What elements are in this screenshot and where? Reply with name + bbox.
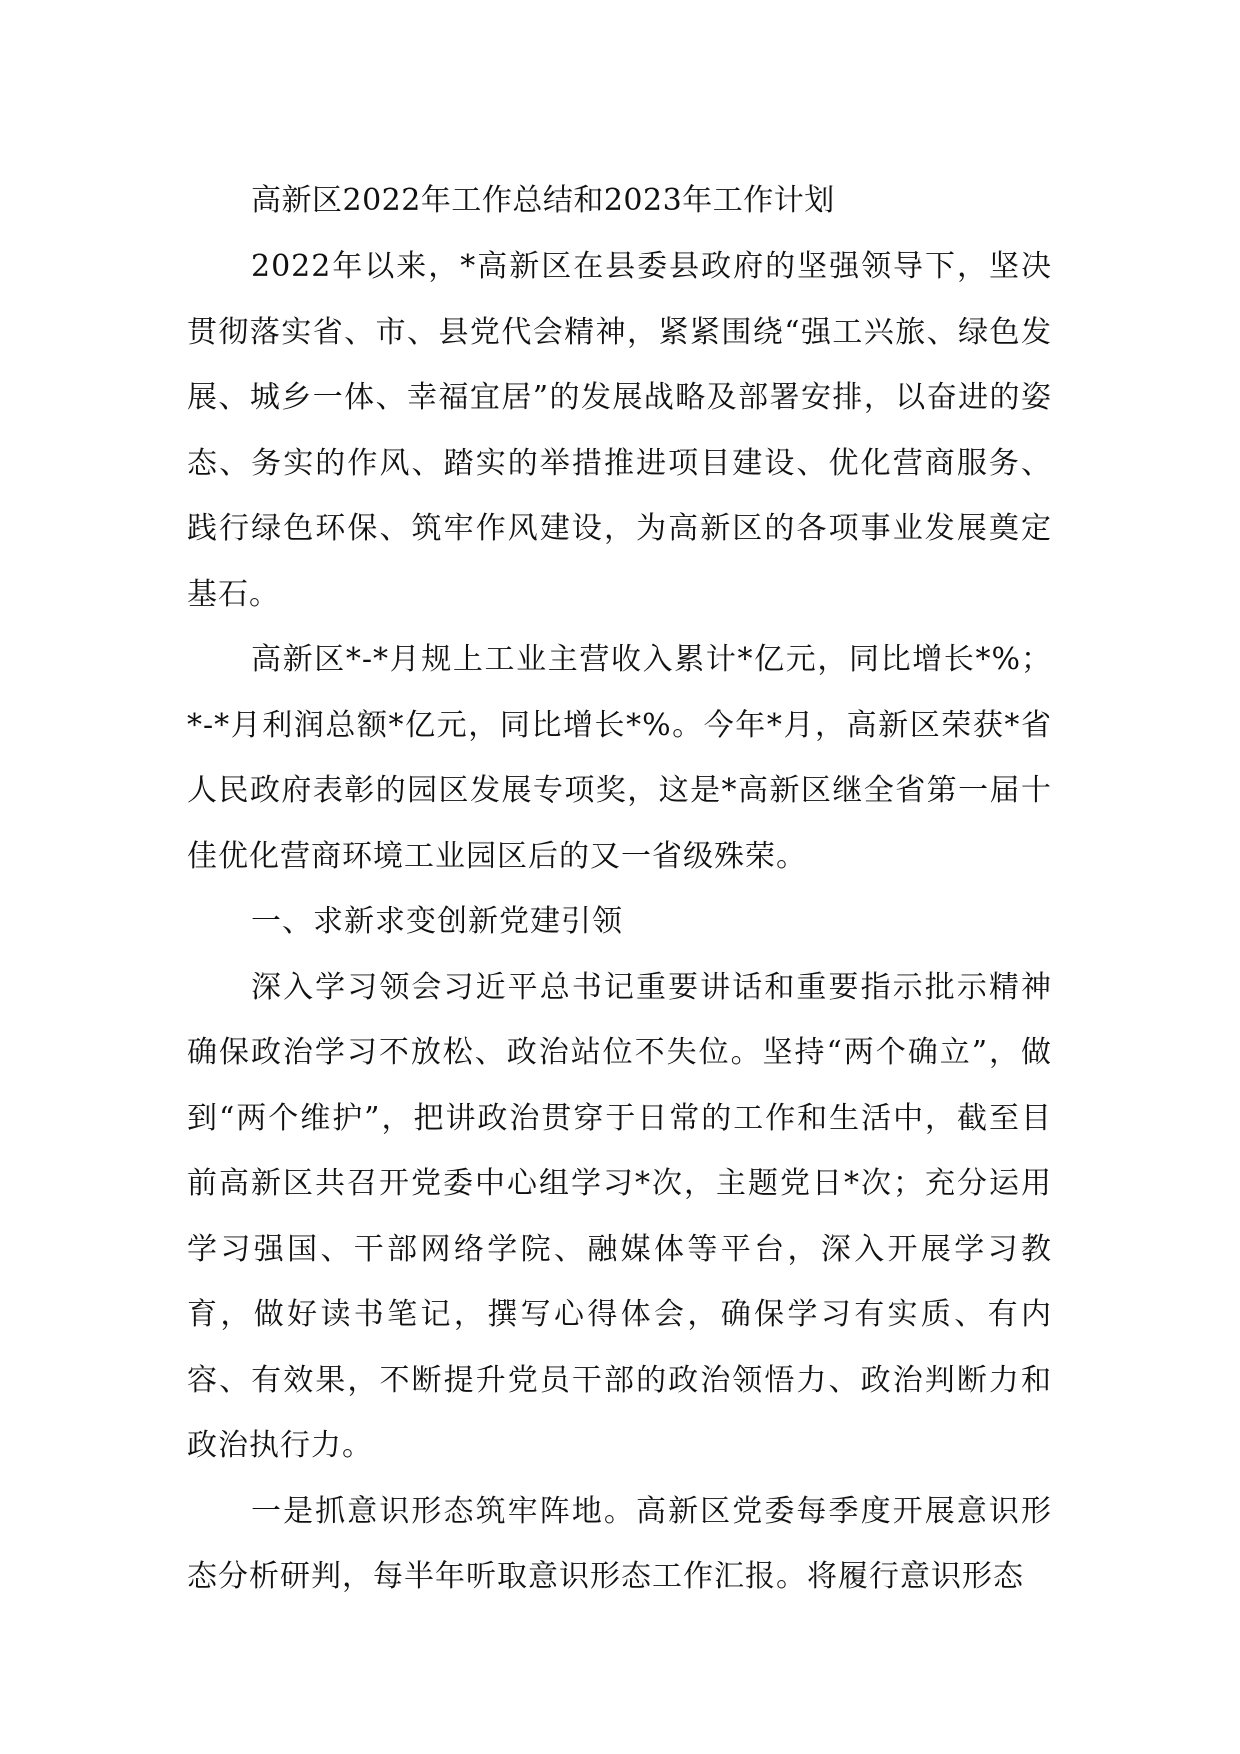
document-body	[187, 168, 1052, 1610]
intro-paragraph: 2022年以来，*高新区在县委县政府的坚强领导下，坚决贯彻落实省、市、县党代会精神，紧紧围绕“强工兴旅、绿色发展、城乡一体、幸福宜居”的发展战略及部署安排，以奋进的姿态、务实的作风、踏实的举措推进项目建设、优化营商服务、践行绿色环保、筑牢作风建设，为高新区的各项事业发展奠定基石。	[187, 249, 1052, 612]
statistics-paragraph: 高新区*-*月规上工业主营收入累计*亿元，同比增长*%；*-*月利润总额*亿元，同比增长*%。今年*月，高新区荣获*省人民政府表彰的园区发展专项奖，这是*高新区继全省第一届十佳优化营商环境工业园区后的又一省级殊荣。	[187, 642, 1052, 874]
document-title: 高新区2022年工作总结和2023年工作计划	[251, 183, 835, 218]
section-heading: 一、求新求变创新党建引领	[251, 904, 623, 939]
section-paragraph: 一是抓意识形态筑牢阵地。高新区党委每季度开展意识形态分析研判，每半年听取意识形态工作汇报。将履行意识形态	[187, 1493, 1052, 1594]
section-paragraph: 深入学习领会习近平总书记重要讲话和重要指示批示精神确保政治学习不放松、政治站位不失位。坚持“两个确立”，做到“两个维护”，把讲政治贯穿于日常的工作和生活中，截至目前高新区共召开党委中心组学习*次，主题党日*次；充分运用学习强国、干部网络学院、融媒体等平台，深入开展学习教育，做好读书笔记，撰写心得体会，确保学习有实质、有内容、有效果，不断提升党员干部的政治领悟力、政治判断力和政治执行力。	[187, 969, 1052, 1463]
